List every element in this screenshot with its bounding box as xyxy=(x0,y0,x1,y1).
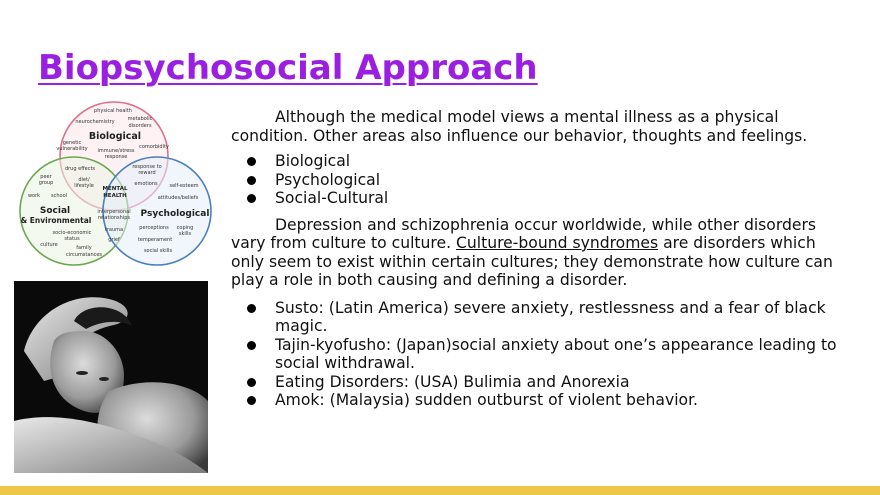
venn-term: reward xyxy=(138,170,156,176)
venn-term: genetic xyxy=(62,140,82,146)
venn-term: emotions xyxy=(134,181,158,187)
venn-term: skills xyxy=(178,231,192,237)
venn-term: immune/stress xyxy=(97,148,135,154)
bullet-icon xyxy=(247,176,256,185)
venn-term: trauma xyxy=(104,227,124,233)
venn-term: school xyxy=(50,193,68,199)
venn-term: response to xyxy=(132,164,162,170)
venn-term: group xyxy=(38,180,54,186)
syndrome-list xyxy=(231,299,843,410)
factor-list xyxy=(231,152,843,208)
venn-term: peer xyxy=(40,174,52,180)
venn-term: coping xyxy=(176,225,194,231)
list-item: Biological xyxy=(231,152,843,171)
list-item: Susto: (Latin America) severe anxiety, restlessness and a fear of black magic. xyxy=(231,299,843,336)
venn-term: work xyxy=(27,193,41,199)
footer-accent-bar xyxy=(0,486,880,495)
bullet-icon xyxy=(247,341,256,350)
bullet-icon xyxy=(247,194,256,203)
venn-label-mental-health: MENTAL xyxy=(102,186,128,192)
venn-term: socio-economic xyxy=(52,230,92,236)
venn-term: metabolic xyxy=(127,116,153,122)
venn-term: status xyxy=(64,236,80,242)
bullet-icon xyxy=(247,378,256,387)
venn-term: perceptions xyxy=(139,225,169,231)
culture-bound-syndromes-term: Culture-bound syndromes xyxy=(456,234,659,252)
venn-term: circumstances xyxy=(65,252,103,258)
list-item: Amok: (Malaysia) sudden outburst of violent behavior. xyxy=(231,391,843,410)
venn-term: vulnerability xyxy=(56,146,88,152)
venn-term: social skills xyxy=(143,248,173,254)
venn-label-social: Social xyxy=(39,206,71,216)
venn-term: diet/ xyxy=(78,177,90,183)
venn-label-mental-health: HEALTH xyxy=(103,193,127,199)
venn-term: physical health xyxy=(94,108,132,114)
bullet-icon xyxy=(247,157,256,166)
list-item: Eating Disorders: (USA) Bulimia and Anorexia xyxy=(231,373,843,392)
venn-term: relationships xyxy=(98,215,130,221)
biopsychosocial-venn-diagram xyxy=(14,98,214,268)
woman-portrait-photo xyxy=(14,281,208,473)
intro-paragraph: Although the medical model views a mental illness as a physical condition. Other areas also influence our behavior, thoughts and feelings. xyxy=(231,108,808,145)
list-item: Social-Cultural xyxy=(231,189,843,208)
photo-illustration xyxy=(14,281,208,473)
venn-term: disorders xyxy=(128,123,152,129)
bullet-icon xyxy=(247,304,256,313)
venn-label-social: & Environmental xyxy=(20,216,92,225)
bullet-icon xyxy=(247,396,256,405)
venn-term: drug effects xyxy=(64,166,96,172)
list-item: Psychological xyxy=(231,171,843,190)
list-item: Tajin-kyofusho: (Japan)social anxiety about one’s appearance leading to social withdrawal. xyxy=(231,336,843,373)
venn-term: culture xyxy=(40,242,58,248)
venn-term: neurochemistry xyxy=(75,119,115,125)
venn-term: temperament xyxy=(137,237,173,243)
slide-body xyxy=(231,108,843,418)
venn-term: self-esteem xyxy=(169,183,199,189)
venn-label-psychological: Psychological xyxy=(140,209,210,219)
venn-label-biological: Biological xyxy=(88,131,142,142)
venn-term: response xyxy=(104,154,128,160)
culture-paragraph: Depression and schizophrenia occur worldwide, while other disorders vary from culture to culture. Culture-bound syndromes are disorders which only seem to exist within certain cultures; they demonstrate how culture can play a role in both causing and defining a disorder. xyxy=(231,215,833,289)
venn-term: comorbidity xyxy=(139,144,169,150)
slide-title: Biopsychosocial Approach xyxy=(38,48,538,88)
venn-term: attitudes/beliefs xyxy=(157,195,199,201)
venn-term: grief xyxy=(108,237,120,243)
venn-term: family xyxy=(76,245,92,251)
venn-term: interpersonal xyxy=(97,209,131,215)
venn-term: lifestyle xyxy=(74,183,94,189)
